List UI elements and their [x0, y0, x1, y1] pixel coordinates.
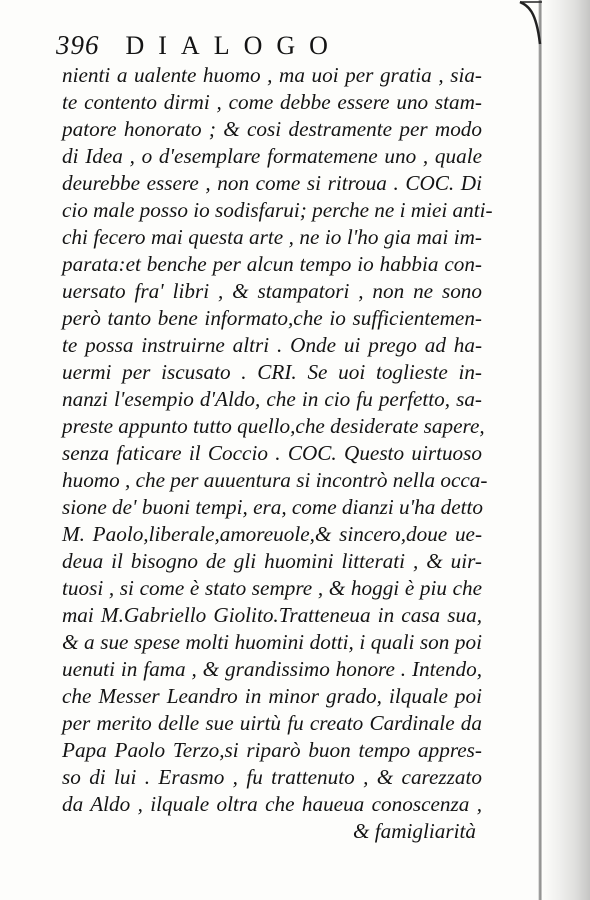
text-line: però tanto bene informato,che io sufficientemen-: [62, 306, 482, 330]
text-line: di Idea , o d'esemplare formatemene uno , quale: [62, 144, 482, 168]
text-line: preste appunto tutto quello,che desiderate sapere,: [62, 414, 485, 438]
running-title: DIALOGO: [125, 31, 342, 60]
page-number: 396: [56, 30, 100, 60]
text-line: da Aldo , ilquale oltra che haueua conoscenza ,: [62, 792, 482, 816]
text-line: huomo , che per auuentura si incontrò nella occa-: [62, 468, 488, 492]
text-line: te possa instruirne altri . Onde ui prego ad ha-: [62, 333, 482, 357]
running-head: [56, 30, 476, 64]
text-line: cio male posso io sodisfarui; perche ne i miei anti-: [62, 198, 493, 222]
page-curl-mark: [518, 0, 544, 46]
text-line: parata:et benche per alcun tempo io habbia con-: [62, 252, 482, 276]
text-line: te contento dirmi , come debbe essere uno stam-: [62, 90, 482, 114]
binding-shadow: [542, 0, 590, 900]
text-line: deurebbe essere , non come si ritroua . COC. Di: [62, 171, 482, 195]
text-line: & a sue spese molti huomini dotti, i quali son poi: [62, 630, 482, 654]
text-line: Papa Paolo Terzo,si riparò buon tempo appres-: [62, 738, 482, 762]
text-line: patore honorato ; & cosi destramente per modo: [62, 117, 482, 141]
page-fold-line: [538, 0, 542, 900]
text-line: deua il bisogno de gli huomini litterati , & uir-: [62, 549, 482, 573]
text-line: chi fecero mai questa arte , ne io l'ho gia mai im-: [62, 225, 482, 249]
text-line: tuosi , si come è stato sempre , & hoggi è piu che: [62, 576, 482, 600]
text-line: per merito delle sue uirtù fu creato Cardinale da: [62, 711, 482, 735]
text-line: uenuti in fama , & grandissimo honore . Intendo,: [62, 657, 482, 681]
text-line: uermi per iscusato . CRI. Se uoi toglieste in-: [62, 360, 482, 384]
catchword: & famigliarità: [352, 819, 476, 843]
text-line: che Messer Leandro in minor grado, ilquale poi: [62, 684, 482, 708]
text-line: M. Paolo,liberale,amoreuole,& sincero,doue ue-: [62, 522, 482, 546]
text-line: mai M.Gabriello Giolito.Tratteneua in casa sua,: [62, 603, 482, 627]
text-line: uersato fra' libri , & stampatori , non ne sono: [62, 279, 482, 303]
body-text: [62, 62, 493, 845]
text-line: nienti a ualente huomo , ma uoi per gratia , sia-: [62, 63, 482, 87]
text-line: so di lui . Erasmo , fu trattenuto , & carezzato: [62, 765, 482, 789]
text-line: sione de' buoni tempi, era, come dianzi u'ha detto: [62, 495, 483, 519]
text-line: senza faticare il Coccio . COC. Questo uirtuoso: [62, 441, 482, 465]
text-line: nanzi l'esempio d'Aldo, che in cio fu perfetto, sa-: [62, 387, 482, 411]
